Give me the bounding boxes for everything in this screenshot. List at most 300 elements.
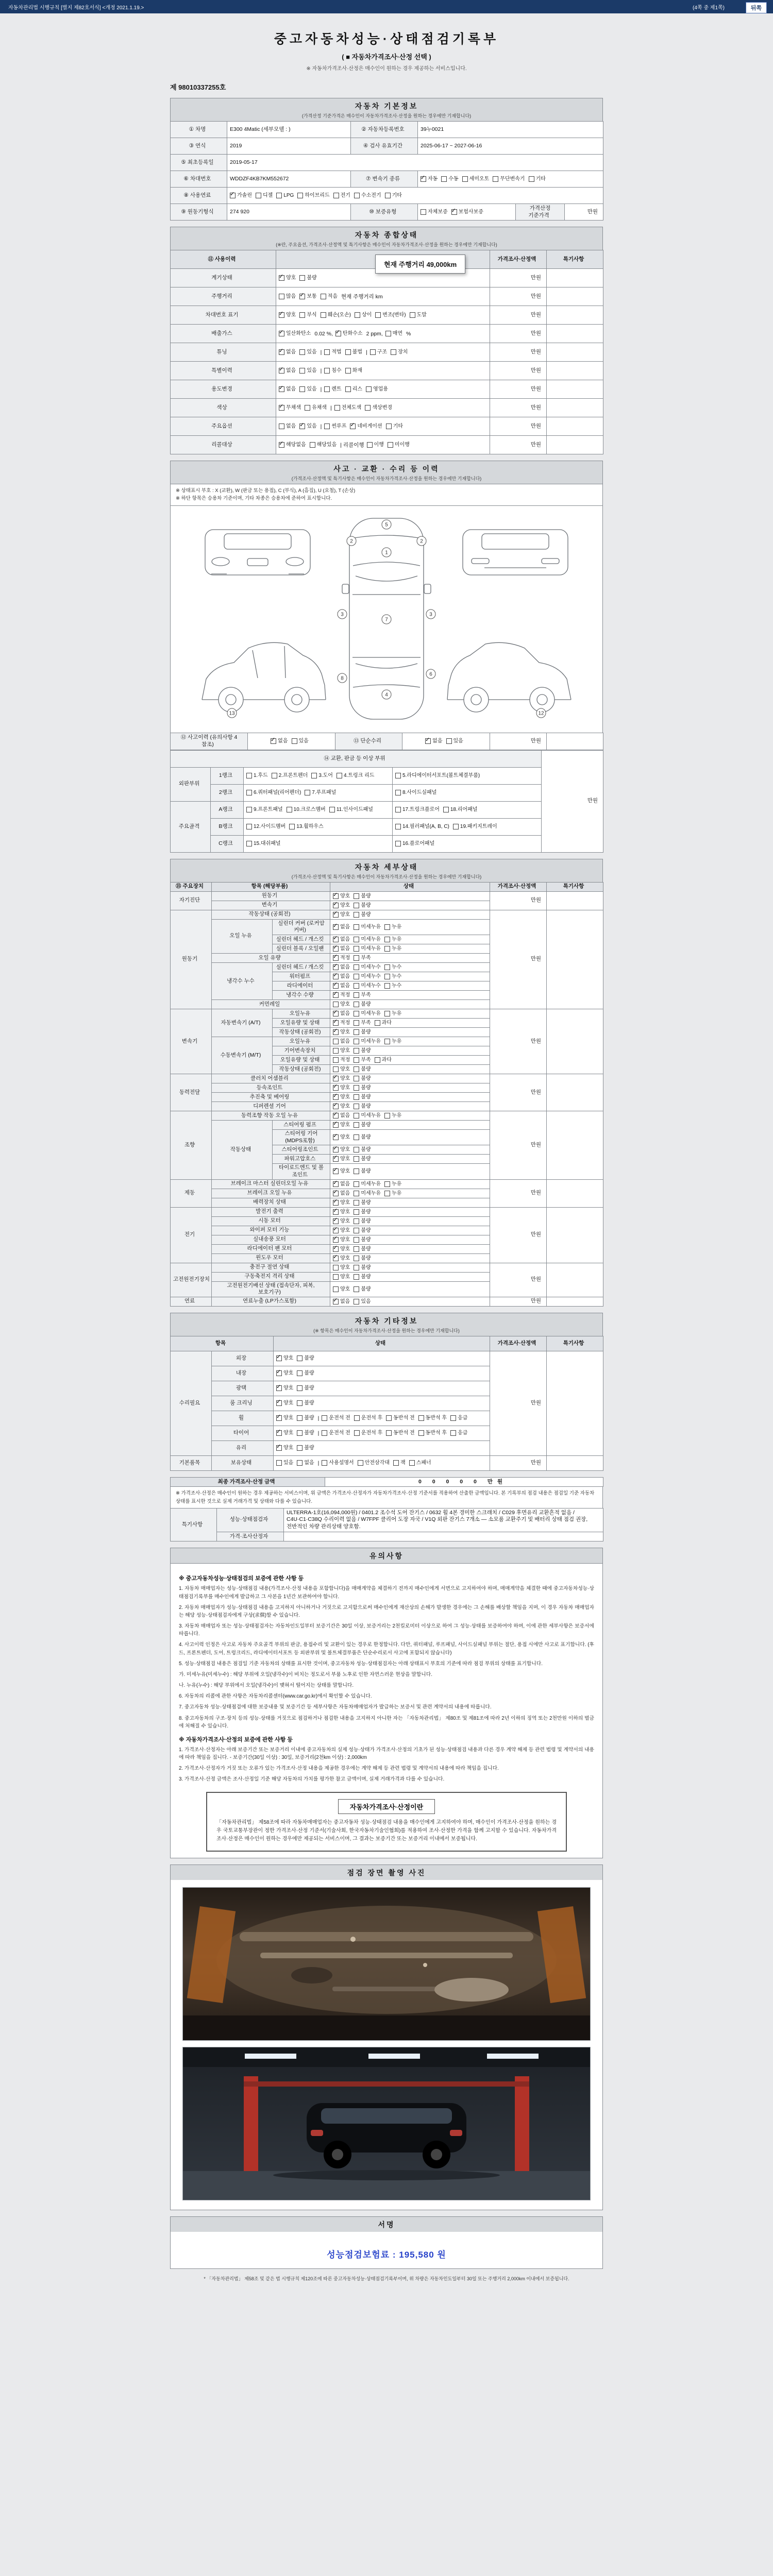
checkbox-없음[interactable]: [333, 1112, 350, 1119]
checkbox-과다[interactable]: [375, 1020, 392, 1026]
checkbox-box-icon: [375, 1020, 380, 1026]
checkbox-없음[interactable]: [279, 423, 296, 430]
checkbox-운전석 후[interactable]: [354, 1430, 382, 1436]
checkbox-부족[interactable]: [354, 955, 371, 961]
checkbox-누수[interactable]: [384, 964, 401, 971]
checkbox-색상변경[interactable]: [365, 404, 392, 411]
checkbox-6.쿼터패널(리어펜더)[interactable]: [246, 789, 301, 796]
checkbox-cell: [330, 1111, 490, 1120]
checkbox-양호[interactable]: [276, 1445, 293, 1451]
table-cell: [490, 1351, 547, 1455]
checkbox-label: 양호: [286, 275, 296, 281]
checkbox-없음[interactable]: [333, 1190, 350, 1197]
checkbox-미세누유[interactable]: [354, 1010, 381, 1017]
checkbox-영업용[interactable]: [366, 386, 388, 393]
checkbox-불량[interactable]: [354, 1066, 371, 1073]
checkbox-불량[interactable]: [354, 1264, 371, 1271]
table-cell: [212, 1216, 330, 1226]
checkbox-불량[interactable]: [354, 893, 371, 900]
checkbox-양호[interactable]: [333, 1209, 350, 1215]
table-row: [171, 343, 603, 362]
checkbox-불량[interactable]: [354, 1274, 371, 1280]
checkbox-양호[interactable]: [333, 1156, 350, 1162]
checkbox-불량[interactable]: [354, 1029, 371, 1036]
checkbox-누유[interactable]: [384, 1181, 401, 1188]
checkbox-없음[interactable]: [333, 924, 350, 930]
cell-text: 만원: [530, 1089, 541, 1095]
checkbox-16.플로어패널[interactable]: [395, 840, 434, 847]
checkbox-label: 미이행: [394, 442, 410, 448]
top-bar: [0, 0, 773, 13]
checkbox-양호[interactable]: [333, 1001, 350, 1008]
checkbox-도말[interactable]: [410, 312, 427, 318]
checkbox-양호[interactable]: [333, 1103, 350, 1110]
checkbox-양호[interactable]: [333, 1146, 350, 1153]
checkbox-양호[interactable]: [276, 1415, 293, 1421]
checkbox-누유[interactable]: [384, 1010, 401, 1017]
checkbox-불량[interactable]: [354, 1286, 371, 1293]
checkbox-적정[interactable]: [333, 992, 350, 998]
cell-text: 주요옵션: [211, 422, 232, 429]
checkbox-전기[interactable]: [333, 192, 350, 199]
svg-text:12: 12: [538, 710, 544, 717]
checkbox-양호[interactable]: [276, 1400, 293, 1406]
checkbox-있음[interactable]: [354, 1298, 371, 1305]
checkbox-미세누유[interactable]: [354, 936, 381, 943]
checkbox-운전석 전[interactable]: [322, 1415, 350, 1421]
checkbox-리스[interactable]: [345, 386, 362, 393]
checkbox-없음[interactable]: [425, 738, 442, 744]
checkbox-유채색[interactable]: [305, 404, 327, 411]
cell-text: |: [317, 1430, 320, 1436]
checkbox-침수[interactable]: [324, 367, 341, 374]
checkbox-box-icon: [418, 1415, 424, 1421]
checkbox-없음[interactable]: [271, 738, 288, 744]
checkbox-전체도색[interactable]: [334, 404, 362, 411]
checkbox-양호[interactable]: [333, 1066, 350, 1073]
table-cell: [227, 171, 351, 188]
checkbox-응급[interactable]: [450, 1430, 467, 1436]
table-cell: [212, 1120, 273, 1179]
checkbox-일산화탄소[interactable]: [279, 330, 311, 337]
checkbox-자체보증[interactable]: [421, 209, 448, 215]
checkbox-적법[interactable]: [324, 349, 341, 355]
checkbox-매연[interactable]: [385, 330, 402, 337]
checkbox-안전삼각대[interactable]: [358, 1460, 390, 1466]
checkbox-불량[interactable]: [297, 1400, 314, 1406]
section-title: 유의사항: [369, 1552, 404, 1561]
checkbox-없음[interactable]: [333, 936, 350, 943]
checkbox-5.라디에이터서포트(볼트체결부품)[interactable]: [395, 772, 480, 779]
checkbox-불량[interactable]: [354, 1156, 371, 1162]
checkbox-해당있음[interactable]: [310, 442, 337, 448]
table-cell: [171, 1508, 217, 1541]
checkbox-불량[interactable]: [297, 1445, 314, 1451]
checkbox-부식[interactable]: [299, 312, 316, 318]
checkbox-box-icon: [292, 738, 297, 744]
table-cell: [171, 122, 227, 138]
cell-text: 만원: [530, 330, 541, 336]
checkbox-기타[interactable]: [529, 176, 546, 182]
checkbox-과다[interactable]: [375, 1057, 392, 1063]
checkbox-양호[interactable]: [333, 1134, 350, 1141]
checkbox-cell: [330, 1253, 490, 1263]
checkbox-label: 12.사이드멤버: [254, 824, 286, 830]
checkbox-box-icon: [354, 992, 359, 998]
section-overall-condition: [170, 227, 603, 454]
checkbox-불량[interactable]: [354, 1236, 371, 1243]
checkbox-운전석 후[interactable]: [354, 1415, 382, 1421]
checkbox-누수[interactable]: [384, 973, 401, 980]
table-cell: [211, 835, 244, 852]
checkbox-양호[interactable]: [333, 1218, 350, 1225]
checkbox-미세누유[interactable]: [354, 1112, 381, 1119]
checkbox-미세누유[interactable]: [354, 945, 381, 952]
checkbox-적정[interactable]: [333, 955, 350, 961]
checkbox-13.휠하우스[interactable]: [289, 823, 324, 830]
checkbox-해당없음[interactable]: [279, 442, 306, 448]
checkbox-양호[interactable]: [333, 1246, 350, 1252]
table-row: [171, 882, 603, 891]
checkbox-label: 없음: [286, 423, 296, 430]
checkbox-label: 양호: [340, 1168, 350, 1175]
cell-text: A랭크: [219, 806, 233, 812]
checkbox-양호[interactable]: [279, 312, 296, 318]
checkbox-기타[interactable]: [385, 192, 402, 199]
checkbox-label: 6.쿼터패널(리어펜더): [254, 790, 301, 796]
checkbox-스패너[interactable]: [409, 1460, 431, 1466]
checkbox-보통[interactable]: [299, 293, 316, 300]
checkbox-구조[interactable]: [370, 349, 387, 355]
checkbox-양호[interactable]: [333, 1168, 350, 1175]
checkbox-동반석 전[interactable]: [386, 1415, 414, 1421]
checkbox-없음[interactable]: [333, 964, 350, 971]
checkbox-12.사이드멤버[interactable]: [246, 823, 285, 830]
checkbox-렌트[interactable]: [324, 386, 341, 393]
checkbox-box-icon: [354, 1113, 359, 1118]
checkbox-적음[interactable]: [321, 293, 338, 300]
cell-text: 만원: [530, 422, 541, 429]
checkbox-사용설명서[interactable]: [322, 1460, 354, 1466]
checkbox-불량[interactable]: [354, 902, 371, 909]
checkbox-1.후드[interactable]: [246, 772, 268, 779]
checkbox-많음[interactable]: [279, 293, 296, 300]
checkbox-동반석 후[interactable]: [418, 1415, 447, 1421]
checkbox-cell: [330, 1272, 490, 1281]
checkbox-box-icon: [354, 1415, 360, 1421]
checkbox-잭[interactable]: [393, 1460, 406, 1466]
checkbox-자동[interactable]: [421, 176, 438, 182]
cell-text: 특기사항: [181, 1521, 203, 1528]
page-indicator: (4쪽 중 제1쪽): [693, 5, 725, 11]
checkbox-훼손(오손)[interactable]: [321, 312, 351, 318]
checkbox-4.트렁크 리드[interactable]: [337, 772, 374, 779]
table-cell: [212, 901, 330, 910]
checkbox-누유[interactable]: [384, 924, 401, 930]
checkbox-label: 양호: [340, 1147, 350, 1153]
checkbox-미세누수[interactable]: [354, 964, 381, 971]
checkbox-label: 10.크로스멤버: [293, 807, 326, 813]
cell-text: 가격조사·산정액: [497, 256, 536, 262]
checkbox-디젤[interactable]: [256, 192, 273, 199]
checkbox-양호[interactable]: [333, 893, 350, 900]
checkbox-없음[interactable]: [279, 349, 296, 355]
section-title: 서명: [378, 2220, 395, 2229]
checkbox-label: 없음: [340, 1190, 350, 1196]
checkbox-누유[interactable]: [384, 936, 401, 943]
checkbox-불량[interactable]: [297, 1415, 314, 1421]
checkbox-label: 안전삼각대: [364, 1460, 390, 1466]
back-page-tab[interactable]: 뒤쪽: [746, 2, 767, 13]
checkbox-동반석 전[interactable]: [386, 1430, 414, 1436]
checkbox-미세누수[interactable]: [354, 973, 381, 980]
checkbox-있음[interactable]: [276, 1460, 293, 1466]
checkbox-label: 과다: [381, 1020, 392, 1026]
checkbox-하이브리드[interactable]: [297, 192, 329, 199]
checkbox-양호[interactable]: [333, 1084, 350, 1091]
checkbox-미세누유[interactable]: [354, 1181, 381, 1188]
checkbox-불량[interactable]: [297, 1370, 314, 1377]
checkbox-box-icon: [333, 1147, 339, 1153]
checkbox-불량[interactable]: [297, 1430, 314, 1436]
checkbox-불량[interactable]: [354, 911, 371, 918]
checkbox-18.리어패널[interactable]: [443, 806, 478, 813]
checkbox-불량[interactable]: [354, 1122, 371, 1128]
cell-text: 냉각수 누수: [227, 977, 255, 984]
checkbox-동반석 후[interactable]: [418, 1430, 447, 1436]
checkbox-있음[interactable]: [299, 349, 316, 355]
checkbox-가솔린[interactable]: [230, 192, 252, 199]
checkbox-9.프론트패널[interactable]: [246, 806, 283, 813]
checkbox-누유[interactable]: [384, 1190, 401, 1197]
checkbox-누수[interactable]: [384, 982, 401, 989]
checkbox-LPG[interactable]: [276, 192, 294, 199]
checkbox-양호[interactable]: [333, 1286, 350, 1293]
checkbox-누유[interactable]: [384, 945, 401, 952]
checkbox-양호[interactable]: [333, 1075, 350, 1082]
checkbox-cell: [330, 1297, 490, 1306]
checkbox-label: 부족: [361, 1057, 371, 1063]
checkbox-불량[interactable]: [354, 1255, 371, 1262]
checkbox-cell: [418, 204, 516, 221]
checkbox-양호[interactable]: [333, 1199, 350, 1206]
checkbox-양호[interactable]: [333, 1255, 350, 1262]
checkbox-box-icon: [322, 1430, 327, 1436]
checkbox-부족[interactable]: [354, 992, 371, 998]
checkbox-양호[interactable]: [333, 1029, 350, 1036]
checkbox-불량[interactable]: [354, 1134, 371, 1141]
checkbox-불량[interactable]: [354, 1246, 371, 1252]
checkbox-불량[interactable]: [354, 1094, 371, 1100]
checkbox-box-icon: [529, 176, 534, 182]
table-cell: [273, 990, 330, 999]
checkbox-불법[interactable]: [345, 349, 362, 355]
checkbox-변조(변타)[interactable]: [375, 312, 406, 318]
cell-text: 만원: [530, 1459, 542, 1466]
cell-text: 실린더 헤드 / 개스킷: [276, 936, 324, 942]
checkbox-box-icon: [333, 1218, 339, 1224]
checkbox-불량[interactable]: [354, 1084, 371, 1091]
table-cell: [212, 1455, 274, 1470]
checkbox-양호[interactable]: [276, 1430, 293, 1436]
checkbox-불량[interactable]: [297, 1355, 314, 1362]
checkbox-수동[interactable]: [441, 176, 458, 182]
checkbox-10.크로스멤버[interactable]: [287, 806, 326, 813]
checkbox-미이행[interactable]: [388, 442, 410, 448]
checkbox-누유[interactable]: [384, 1112, 401, 1119]
checkbox-불량[interactable]: [354, 1227, 371, 1234]
checkbox-운전석 전[interactable]: [322, 1430, 350, 1436]
checkbox-불량[interactable]: [354, 1103, 371, 1110]
checkbox-불량[interactable]: [354, 1209, 371, 1215]
checkbox-불량[interactable]: [354, 1001, 371, 1008]
checkbox-3.도어[interactable]: [311, 772, 333, 779]
checkbox-기타[interactable]: [386, 423, 403, 430]
checkbox-불량[interactable]: [354, 1168, 371, 1175]
checkbox-양호[interactable]: [333, 1122, 350, 1128]
checkbox-응급[interactable]: [450, 1415, 467, 1421]
notice-item: 2. 가격조사·산정자가 거짓 또는 오류가 있는 가격조사·산정 내용을 제공한 경우에는 계약 해제 등 관련 법령 및 계약서의 내용에 따라 책임을 집니다.: [179, 1766, 499, 1772]
checkbox-없음[interactable]: [297, 1460, 314, 1466]
checkbox-없음[interactable]: [333, 1010, 350, 1017]
checkbox-없음[interactable]: [333, 973, 350, 980]
checkbox-label: 양호: [340, 1264, 350, 1270]
checkbox-양호[interactable]: [333, 1236, 350, 1243]
checkbox-화재[interactable]: [345, 367, 362, 374]
checkbox-양호[interactable]: [333, 1094, 350, 1100]
table-cell: [273, 1046, 330, 1055]
checkbox-box-icon: [297, 1430, 303, 1436]
checkbox-불량[interactable]: [354, 1146, 371, 1153]
checkbox-양호[interactable]: [279, 275, 296, 281]
table-cell: [212, 1440, 274, 1455]
checkbox-양호[interactable]: [333, 1047, 350, 1054]
checkbox-cell: [330, 891, 490, 901]
checkbox-무채색[interactable]: [279, 404, 301, 411]
checkbox-2.프론트펜더[interactable]: [272, 772, 308, 779]
checkbox-없음[interactable]: [279, 386, 296, 393]
checkbox-미세누유[interactable]: [354, 924, 381, 930]
checkbox-없음[interactable]: [333, 945, 350, 952]
final-amount-table: [170, 1477, 603, 1487]
table-row: [171, 784, 603, 801]
table-row: [171, 801, 603, 818]
checkbox-label: 미세누유: [361, 924, 381, 930]
checkbox-네비게이션[interactable]: [350, 423, 382, 430]
checkbox-box-icon: [375, 1057, 380, 1063]
checkbox-미세누유[interactable]: [354, 1038, 381, 1045]
checkbox-양호[interactable]: [333, 1227, 350, 1234]
checkbox-미세누유[interactable]: [354, 1190, 381, 1197]
checkbox-14.필러패널(A, B, C)[interactable]: [395, 823, 449, 830]
checkbox-있음[interactable]: [299, 367, 316, 374]
checkbox-양호[interactable]: [333, 1264, 350, 1271]
checkbox-label: 11.인사이드패널: [336, 807, 373, 813]
checkbox-8.사이드실패널[interactable]: [395, 789, 436, 796]
checkbox-탄화수소[interactable]: [335, 330, 363, 337]
checkbox-양호[interactable]: [276, 1385, 293, 1392]
checkbox-box-icon: [451, 209, 457, 215]
checkbox-없음[interactable]: [279, 367, 296, 374]
cell-text: 자기진단: [179, 897, 200, 904]
checkbox-cell: [276, 380, 490, 399]
checkbox-box-icon: [386, 1430, 392, 1436]
table-cell: [547, 436, 603, 454]
table-cell: [211, 818, 244, 835]
cell-text: 상태: [375, 1340, 386, 1346]
table-cell: [418, 138, 603, 155]
checkbox-보험사보증[interactable]: [451, 209, 483, 215]
checkbox-없음[interactable]: [333, 1038, 350, 1045]
checkbox-누유[interactable]: [384, 1038, 401, 1045]
checkbox-없음[interactable]: [333, 1181, 350, 1188]
cell-text: ⑦ 변속기 종류: [366, 175, 400, 182]
checkbox-이행[interactable]: [367, 442, 384, 448]
checkbox-label: 불량: [361, 1029, 371, 1035]
checkbox-있음[interactable]: [292, 738, 309, 744]
checkbox-적정[interactable]: [333, 1020, 350, 1026]
checkbox-불량[interactable]: [354, 1075, 371, 1082]
checkbox-있음[interactable]: [299, 386, 316, 393]
checkbox-미세누수[interactable]: [354, 982, 381, 989]
checkbox-box-icon: [333, 912, 339, 918]
table-cell: [212, 1111, 330, 1120]
table-cell: [171, 306, 276, 325]
checkbox-썬루프[interactable]: [324, 423, 346, 430]
checkbox-불량[interactable]: [299, 275, 316, 281]
checkbox-불량[interactable]: [297, 1385, 314, 1392]
checkbox-양호[interactable]: [276, 1370, 293, 1377]
checkbox-상이[interactable]: [355, 312, 372, 318]
checkbox-15.대쉬패널[interactable]: [246, 840, 281, 847]
checkbox-label: 무단변속기: [500, 176, 525, 182]
checkbox-있음[interactable]: [299, 423, 316, 430]
checkbox-cell: [330, 1244, 490, 1253]
checkbox-양호[interactable]: [276, 1355, 293, 1362]
checkbox-label: 잭: [400, 1460, 406, 1466]
checkbox-무단변속기[interactable]: [493, 176, 525, 182]
checkbox-불량[interactable]: [354, 1218, 371, 1225]
table-cell: [171, 801, 211, 852]
checkbox-label: 없음: [340, 1298, 350, 1304]
checkbox-있음[interactable]: [446, 738, 463, 744]
checkbox-7.루프패널[interactable]: [305, 789, 336, 796]
checkbox-불량[interactable]: [354, 1199, 371, 1206]
checkbox-19.패키지트레이[interactable]: [453, 823, 497, 830]
table-cell: [273, 962, 330, 972]
checkbox-없음[interactable]: [333, 1298, 350, 1305]
checkbox-양호[interactable]: [333, 911, 350, 918]
checkbox-적정[interactable]: [333, 1057, 350, 1063]
checkbox-11.인사이드패널[interactable]: [329, 806, 373, 813]
checkbox-양호[interactable]: [333, 902, 350, 909]
checkbox-부족[interactable]: [354, 1057, 371, 1063]
checkbox-17.트렁크플로어[interactable]: [395, 806, 440, 813]
checkbox-cell: [274, 1426, 490, 1440]
checkbox-부족[interactable]: [354, 1020, 371, 1026]
checkbox-장치[interactable]: [391, 349, 408, 355]
checkbox-box-icon: [393, 1460, 399, 1466]
checkbox-양호[interactable]: [333, 1274, 350, 1280]
checkbox-수소전기[interactable]: [354, 192, 381, 199]
checkbox-box-icon: [425, 738, 431, 744]
checkbox-세미오토[interactable]: [462, 176, 490, 182]
cell-text: 오일 누유: [229, 933, 252, 939]
checkbox-불량[interactable]: [354, 1047, 371, 1054]
checkbox-cell: [393, 835, 542, 852]
checkbox-없음[interactable]: [333, 982, 350, 989]
table-row: [171, 325, 603, 343]
